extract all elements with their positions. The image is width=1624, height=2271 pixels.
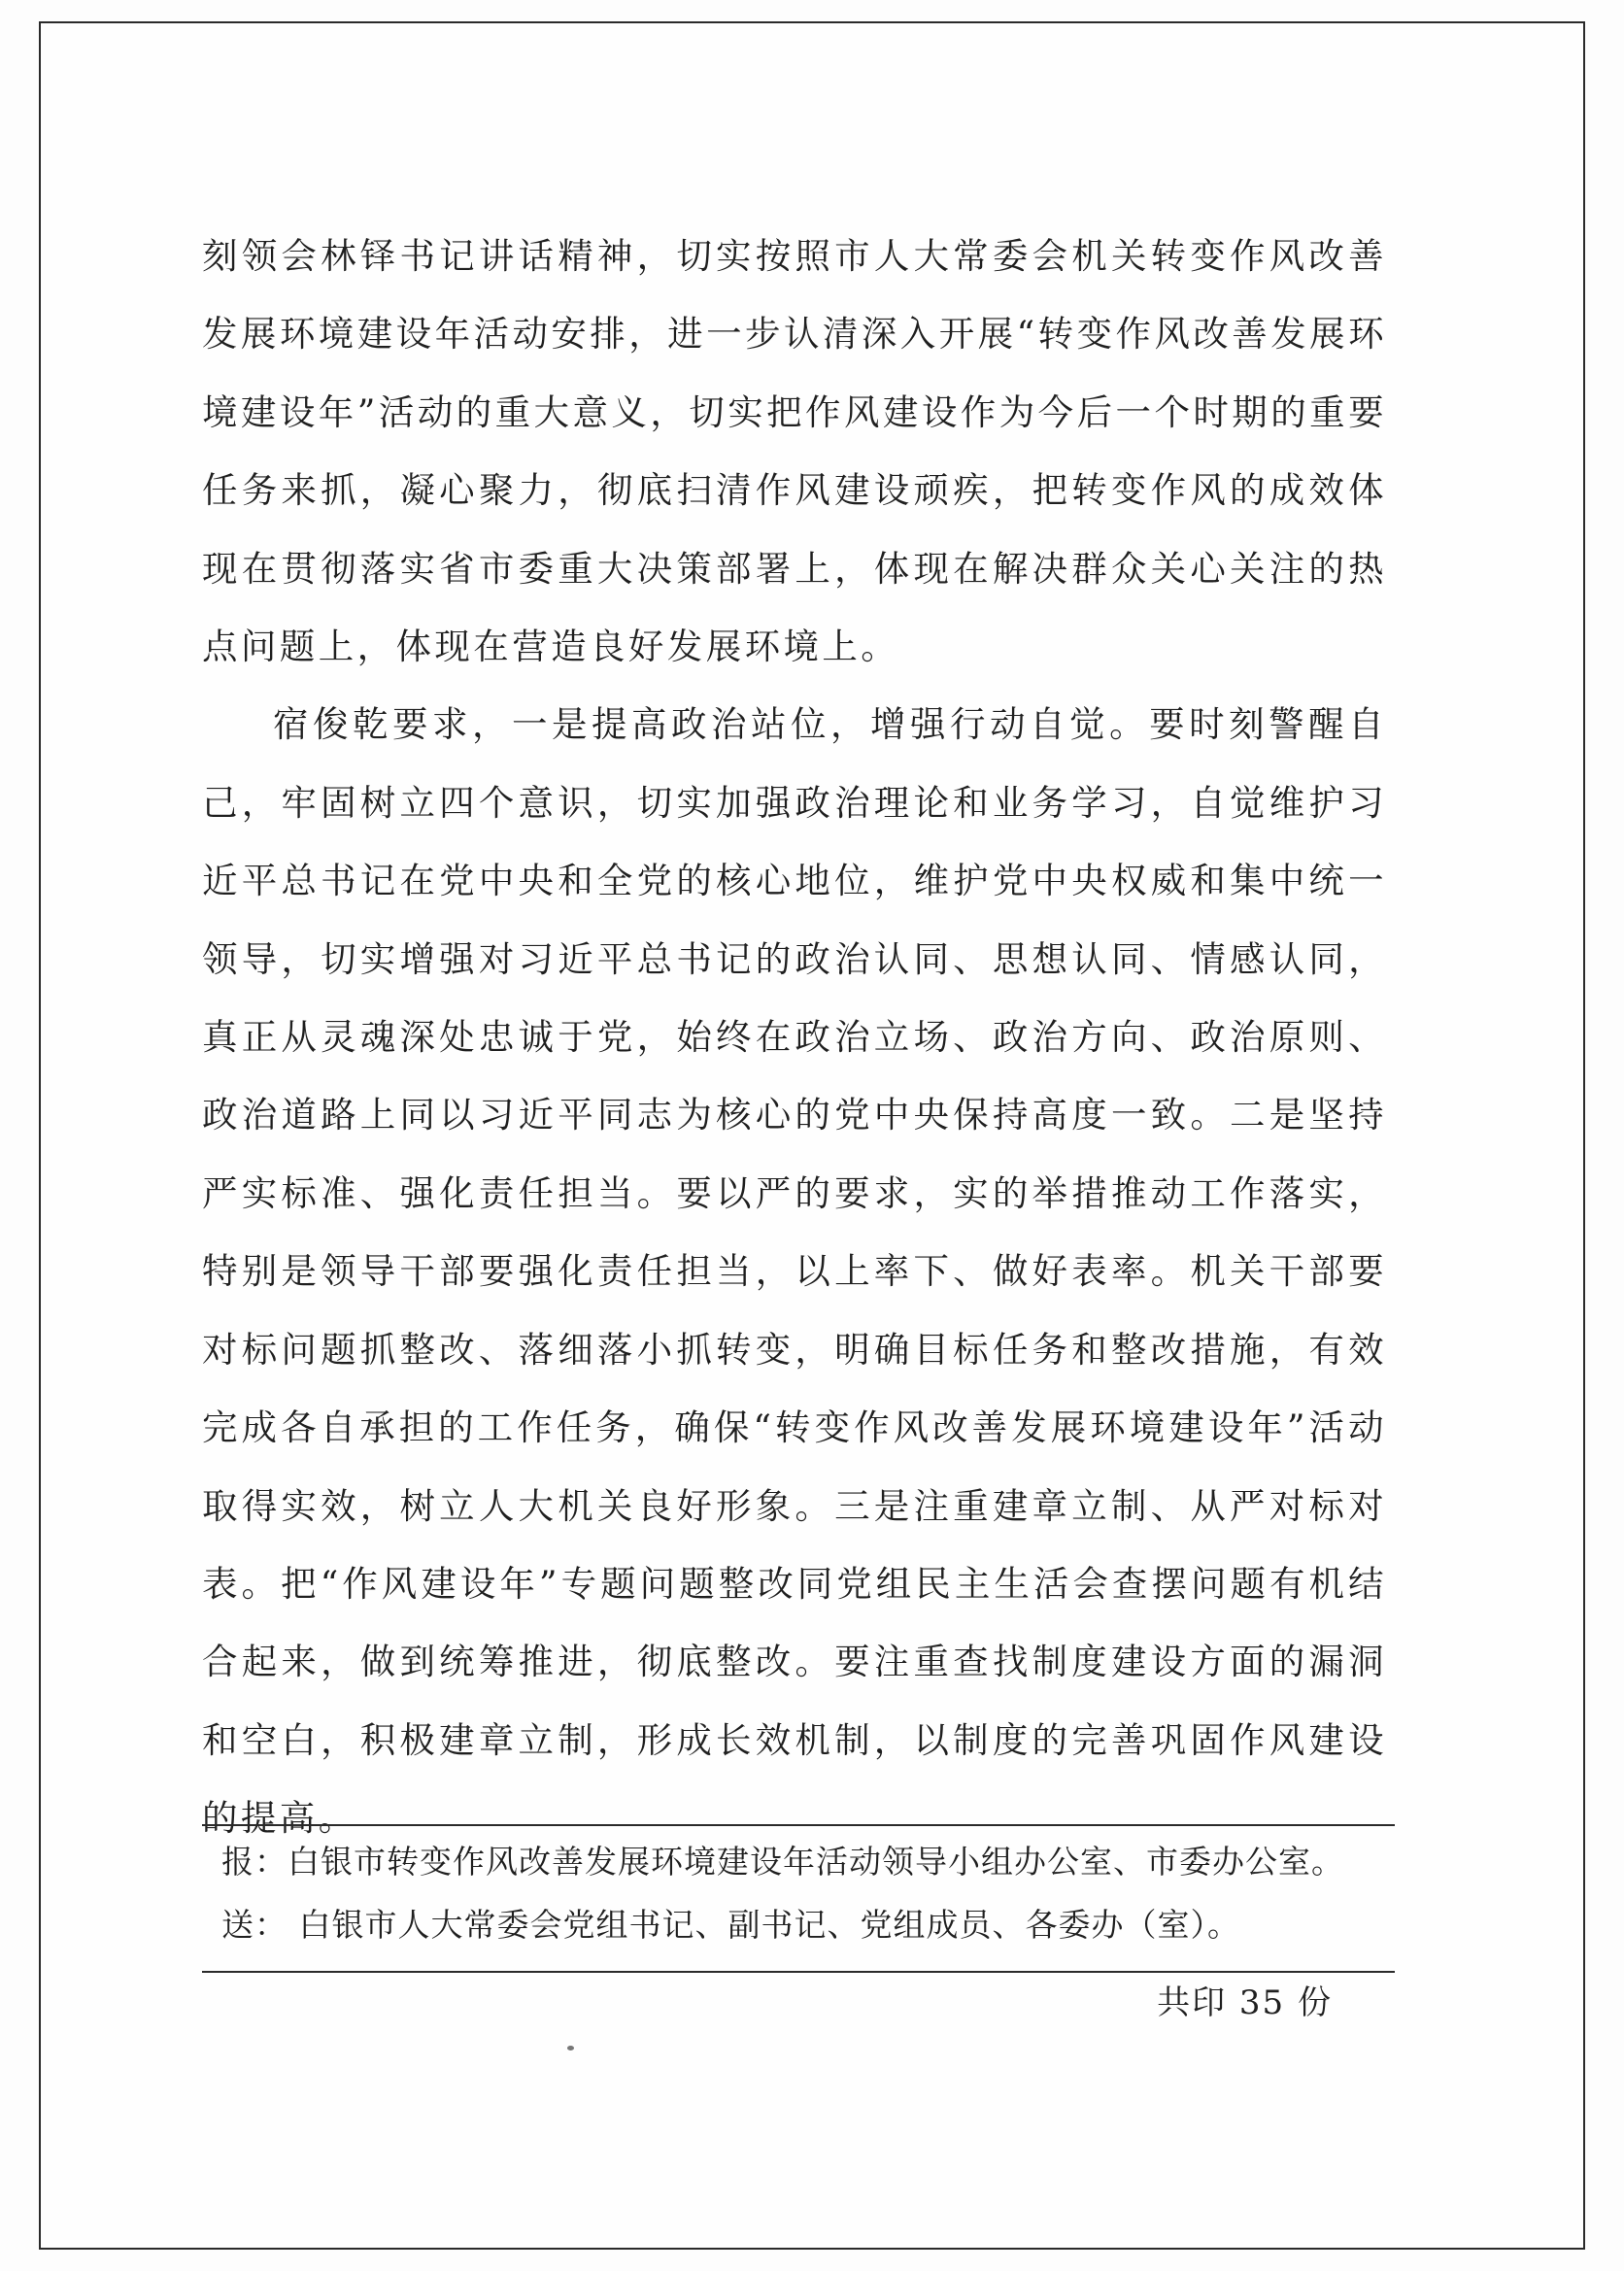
distribution-bottom-rule [202,1971,1395,1973]
copies-count: 共印 35 份 [1157,1983,1333,2022]
send-to-line: 送： 白银市人大常委会党组书记、副书记、党组成员、各委办（室）。 [221,1906,1240,1944]
paragraph-2: 宿俊乾要求，一是提高政治站位，增强行动自觉。要时刻警醒自己，牢固树立四个意识，切实加强政治理论和业务学习，自觉维护习近平总书记在党中央和全党的核心地位，维护党中央权威和集中统一领导，切实增强对习近平总书记的政治认同、思想认同、情感认同，真正从灵魂深处忠诚于党，始终在政治立场、政治方向、政治原则、政治道路上同以习近平同志为核心的党中央保持高度一致。二是坚持严实标准、强化责任担当。要以严的要求，实的举措推动工作落实，特别是领导干部要强化责任担当，以上率下、做好表率。机关干部要对标问题抓整改、落细落小抓转变，明确目标任务和整改措施，有效完成各自承担的工作任务，确保“转变作风改善发展环境建设年”活动取得实效，树立人大机关良好形象。三是注重建章立制、从严对标对表。把“作风建设年”专题问题整改同党组民主生活会查摆问题有机结合起来，做到统筹推进，彻底整改。要注重查找制度建设方面的漏洞和空白，积极建章立制，形成长效机制，以制度的完善巩固作风建设的提高。 [202,703,1387,1840]
paragraph-1: 刻领会林铎书记讲话精神，切实按照市人大常委会机关转变作风改善发展环境建设年活动安排，进一步认清深入开展“转变作风改善发展环境建设年”活动的重大意义，切实把作风建设作为今后一个时期的重要任务来抓，凝心聚力，彻底扫清作风建设顽疾，把转变作风的成效体现在贯彻落实省市委重大决策部署上，体现在解决群众关心关注的热点问题上，体现在营造良好发展环境上。 [202,235,1387,668]
body-text [202,218,1387,1858]
report-to-line: 报：白银市转变作风改善发展环境建设年活动领导小组办公室、市委办公室。 [221,1843,1344,1881]
distribution-top-rule [202,1824,1395,1826]
distribution-block [221,1830,1397,1956]
scan-speck [567,2046,574,2051]
